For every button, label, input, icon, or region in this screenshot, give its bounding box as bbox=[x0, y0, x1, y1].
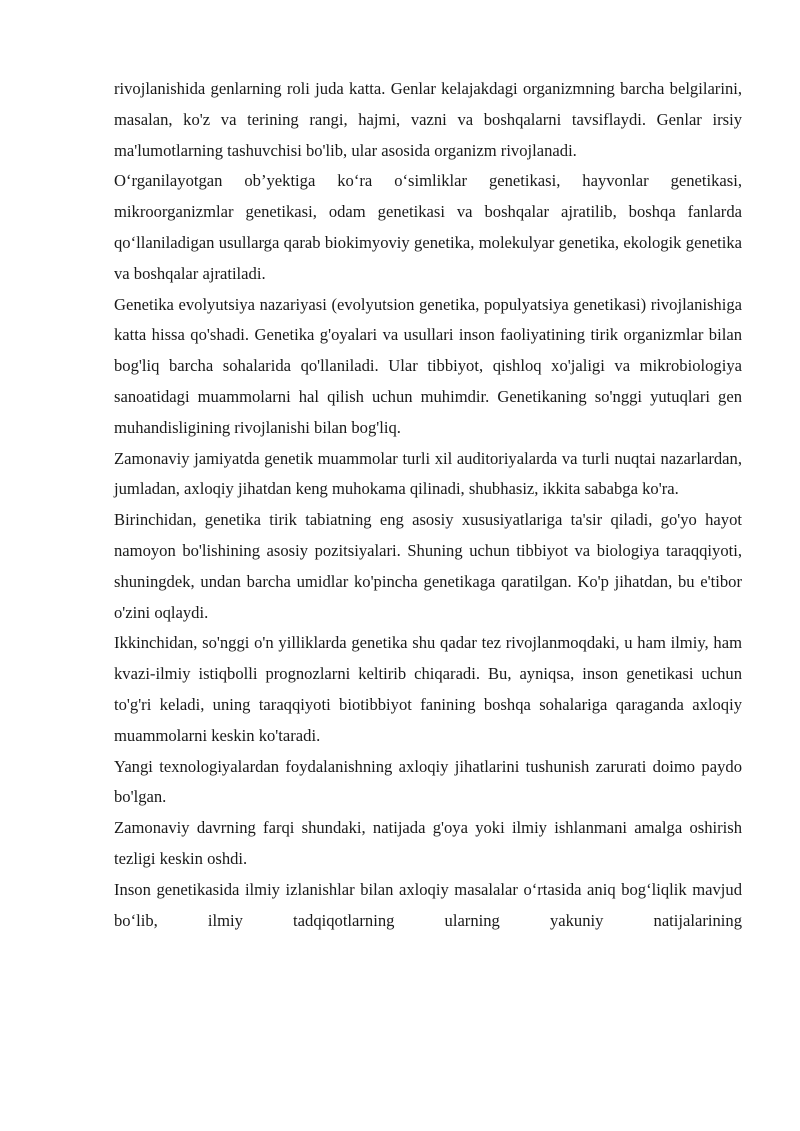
paragraph-evolution-theory: Genetika evolyutsiya nazariyasi (evolyutsion genetika, populyatsiya genetikasi) rivojlanishiga katta hissa qo'shadi. Genetika g'oyalari va usullari inson faoliyatining tirik organizmlar bilan bog'liq barcha sohalarida qo'llaniladi. Ular tibbiyot, qishloq xo'jaligi va mikrobiologiya sanoatidagi muammolarni hal qilish uchun muhimdir. Genetikaning so'nggi yutuqlari gen muhandisligining rivojlanishi bilan bog'liq. bbox=[114, 294, 742, 437]
paragraph-human-genetics: Inson genetikasida ilmiy izlanishlar bilan axloqiy masalalar o‘rtasida aniq bog‘liqlik mavjud bo‘lib, ilmiy tadqiqotlarning ularning yakuniy natijalarining bbox=[114, 879, 742, 930]
paragraph-secondly: Ikkinchidan, so'nggi o'n yilliklarda genetika shu qadar tez rivojlanmoqdaki, u ham ilmiy, ham kvazi-ilmiy istiqbolli prognozlarni keltirib chiqaradi. Bu, ayniqsa, inson genetikasi uchun to'g'ri keladi, uning taraqqiyoti biotibbiyot fanining boshqa sohalariga qaraganda axloqiy muammolarni keskin ko'taradi. bbox=[114, 633, 742, 745]
paragraph-firstly: Birinchidan, genetika tirik tabiatning eng asosiy xususiyatlariga ta'sir qiladi, go'yo hayot namoyon bo'lishining asosiy pozitsiyalari. Shuning uchun tibbiyot va biologiya taraqqiyoti, shuningdek, undan barcha umidlar ko'pincha genetikaga qaratilgan. Ko'p jihatdan, bu e'tibor o'zini oqlaydi. bbox=[114, 510, 742, 622]
paragraph-modern-society: Zamonaviy jamiyatda genetik muammolar turli xil auditoriyalarda va turli nuqtai nazarlardan, jumladan, axloqiy jihatdan keng muhokama qilinadi, shubhasiz, ikkita sababga ko'ra. bbox=[114, 448, 742, 499]
body-text bbox=[114, 74, 742, 936]
paragraph-modern-era: Zamonaviy davrning farqi shundaki, natijada g'oya yoki ilmiy ishlanmani amalga oshirish tezligi keskin oshdi. bbox=[114, 818, 742, 868]
paragraph-genes-role: rivojlanishida genlarning roli juda katta. Genlar kelajakdagi organizmning barcha belgilarini, masalan, ko'z va terining rangi, hajmi, vazni va boshqalarni tavsiflaydi. Genlar irsiy ma'lumotlarning tashuvchisi bo'lib, ular asosida organizm rivojlanadi. bbox=[114, 79, 742, 160]
paragraph-genetics-branches: O‘rganilayotgan ob’yektiga ko‘ra o‘simliklar genetikasi, hayvonlar genetikasi, mikroorganizmlar genetikasi, odam genetikasi va boshqalar ajratilib, boshqa fanlarda qo‘llaniladigan usullarga qarab biokimyoviy genetika, molekulyar genetika, ekologik genetika va boshqalar ajratiladi. bbox=[114, 171, 742, 283]
paragraph-new-technologies: Yangi texnologiyalardan foydalanishning axloqiy jihatlarini tushunish zarurati doimo paydo bo'lgan. bbox=[114, 756, 742, 807]
